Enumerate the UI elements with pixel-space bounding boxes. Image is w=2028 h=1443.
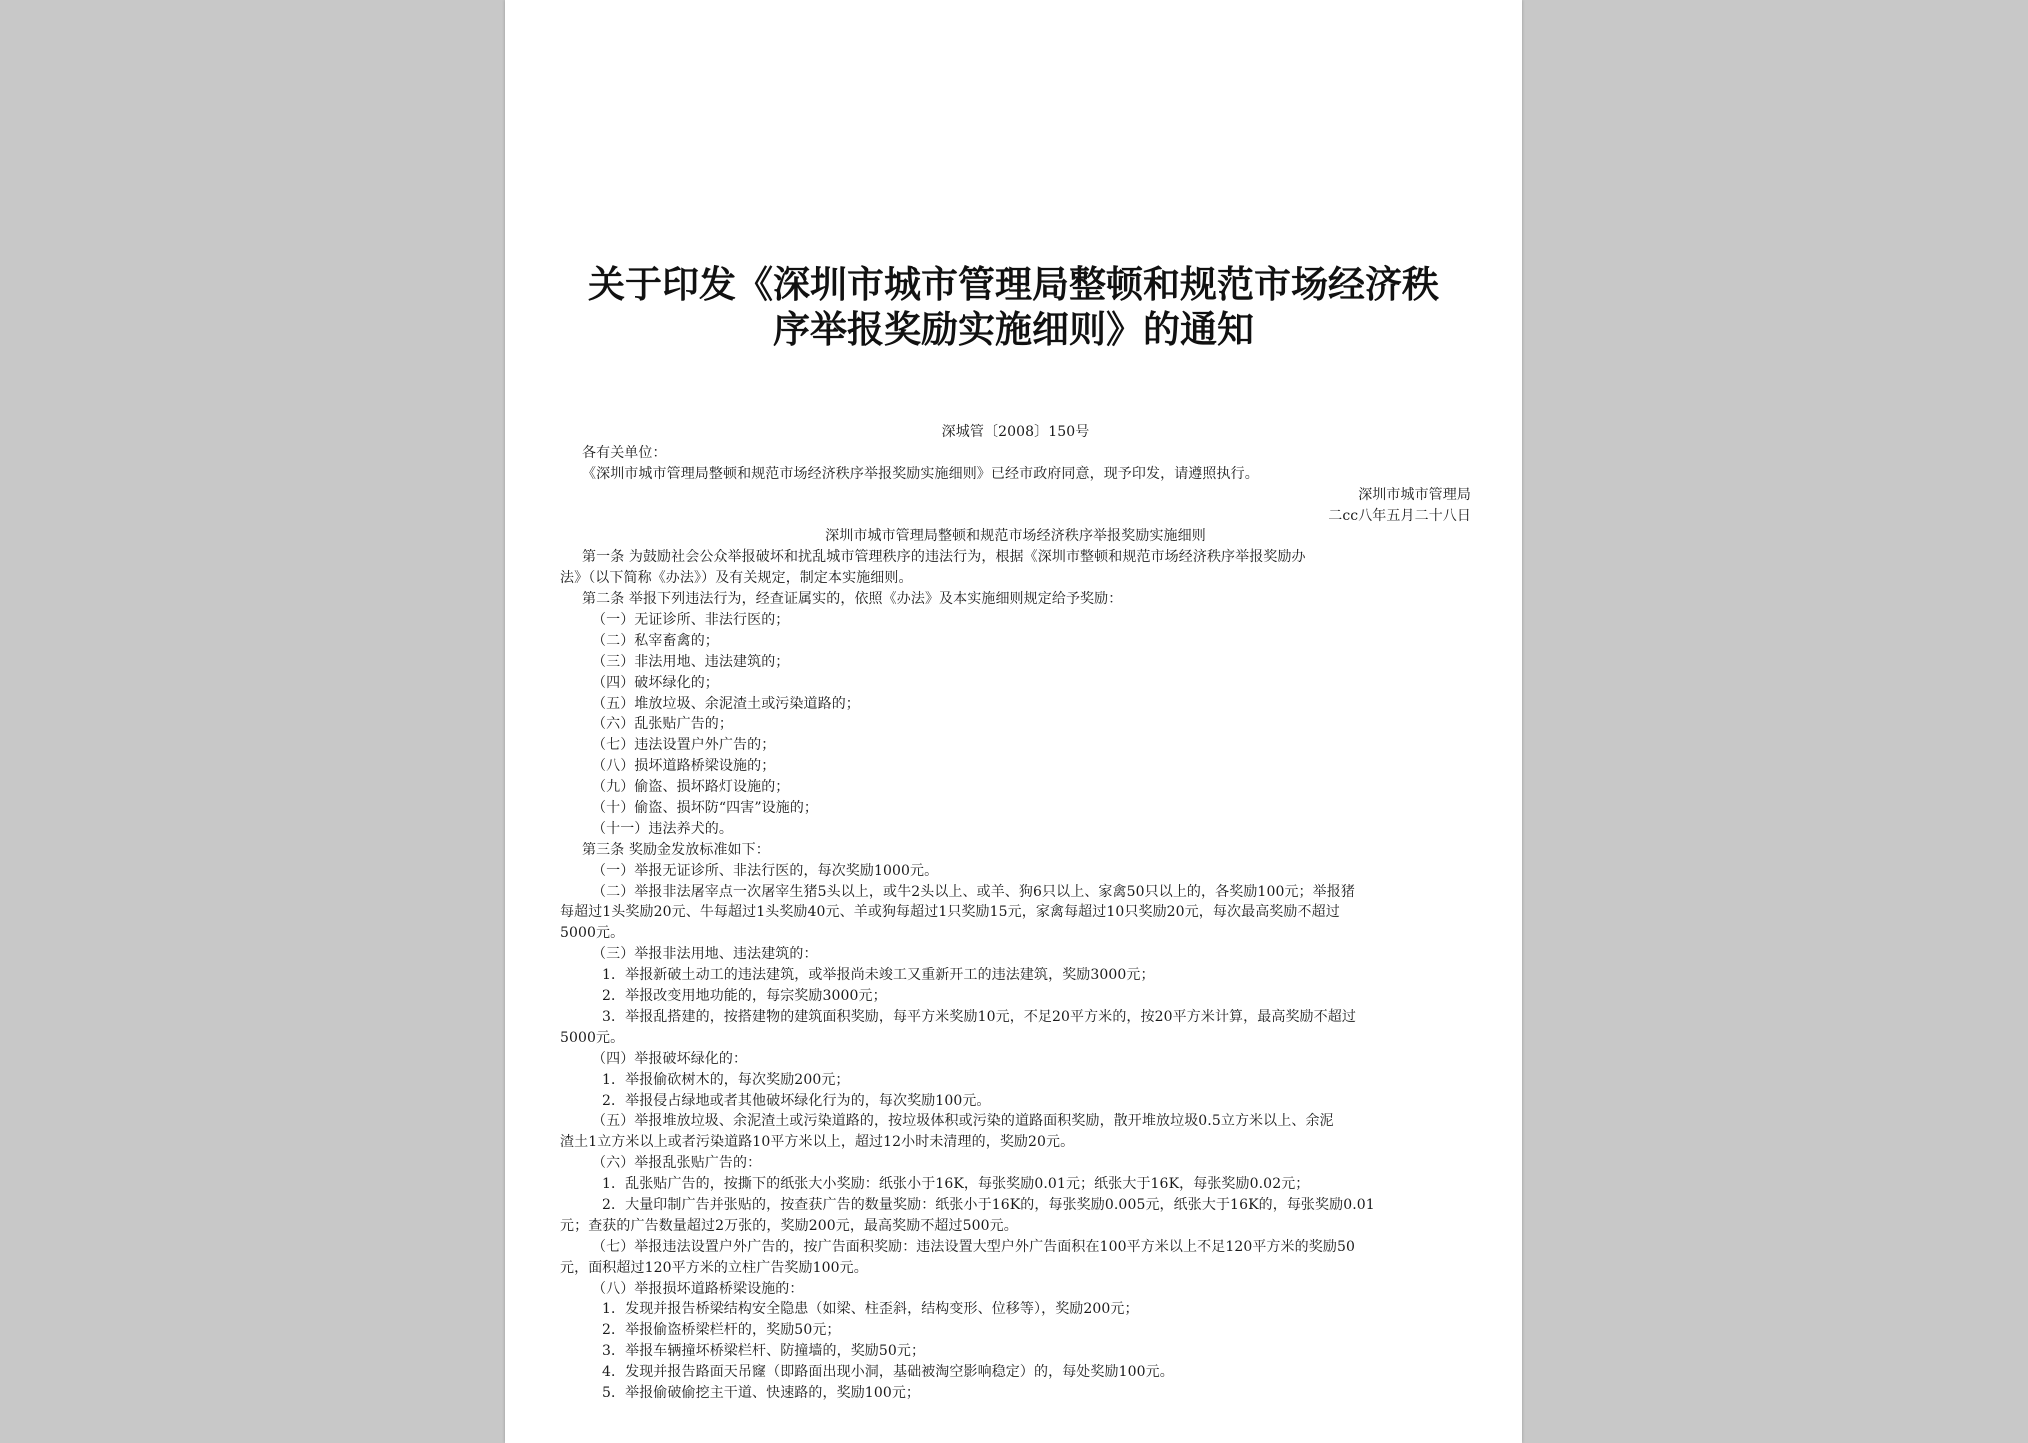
text-line: 第二条 举报下列违法行为，经查证属实的，依照《办法》及本实施细则规定给予奖励：: [582, 591, 1123, 608]
text-line: 渣土1立方米以上或者污染道路10平方米以上，超过12小时未清理的，奖励20元。: [560, 1134, 1075, 1151]
text-line: （六）乱张贴广告的；: [592, 716, 733, 733]
text-line: （四）举报破坏绿化的：: [592, 1050, 748, 1067]
text-line: 4．发现并报告路面天吊窿（即路面出现小洞，基础被淘空影响稳定）的，每处奖励100元。: [602, 1364, 1174, 1381]
text-line: 3．举报车辆撞坏桥梁栏杆、防撞墙的，奖励50元；: [602, 1343, 926, 1360]
addressee: 各有关单位：: [582, 444, 667, 461]
text-line: 2．举报侵占绿地或者其他破坏绿化行为的，每次奖励100元。: [602, 1092, 991, 1109]
text-line: 元，面积超过120平方米的立柱广告奖励100元。: [560, 1259, 868, 1276]
text-line: （六）举报乱张贴广告的：: [592, 1155, 762, 1172]
text-line: 每超过1头奖励20元、牛每超过1头奖励40元、羊或狗每超过1只奖励15元，家禽每超过10只奖励20元，每次最高奖励不超过: [560, 904, 1340, 921]
text-line: 法》（以下简称《办法》）及有关规定，制定本实施细则。: [560, 570, 913, 587]
text-line: 2．大量印制广告并张贴的，按查获广告的数量奖励：纸张小于16K的，每张奖励0.005元，纸张大于16K的，每张奖励0.01: [602, 1196, 1375, 1213]
text-line: （三）非法用地、违法建筑的；: [592, 653, 790, 670]
text-line: 第三条 奖励金发放标准如下：: [582, 841, 770, 858]
document-title: [505, 262, 1522, 352]
text-line: 1．举报新破土动工的违法建筑，或举报尚未竣工又重新开工的违法建筑，奖励3000元；: [602, 967, 1155, 984]
text-line: 5000元。: [560, 1029, 625, 1046]
text-line: 5．举报偷破偷挖主干道、快速路的，奖励100元；: [602, 1384, 921, 1401]
title-line-1: 关于印发《深圳市城市管理局整顿和规范市场经济秩: [588, 263, 1439, 306]
intro-paragraph: 《深圳市城市管理局整顿和规范市场经济秩序举报奖励实施细则》已经市政府同意，现予印发，请遵照执行。: [582, 465, 1259, 482]
text-line: （七）违法设置户外广告的；: [592, 737, 776, 754]
text-line: （一）举报无证诊所、非法行医的，每次奖励1000元。: [592, 862, 939, 879]
text-line: （八）举报损坏道路桥梁设施的：: [592, 1280, 804, 1297]
text-line: 5000元。: [560, 925, 625, 942]
text-line: （五）堆放垃圾、余泥渣土或污染道路的；: [592, 695, 860, 712]
text-line: （十一）违法养犬的。: [592, 820, 733, 837]
issuer: 深圳市城市管理局: [1358, 486, 1471, 503]
issue-date: 二cc八年五月二十八日: [1328, 507, 1471, 524]
text-line: 2．举报偷盗桥梁栏杆的，奖励50元；: [602, 1322, 841, 1339]
text-line: （五）举报堆放垃圾、余泥渣土或污染道路的，按垃圾体积或污染的道路面积奖励，散开堆放垃圾0.5立方米以上、余泥: [592, 1113, 1334, 1130]
document-body: [560, 422, 1471, 1404]
text-line: （三）举报非法用地、违法建筑的：: [592, 946, 818, 963]
text-line: 1．举报偷砍树木的，每次奖励200元；: [602, 1071, 850, 1088]
text-line: 3．举报乱搭建的，按搭建物的建筑面积奖励，每平方米奖励10元，不足20平方米的，按20平方米计算，最高奖励不超过: [602, 1008, 1356, 1025]
text-line: （二）举报非法屠宰点一次屠宰生猪5头以上，或牛2头以上、或羊、狗6只以上、家禽50只以上的，各奖励100元；举报猪: [592, 883, 1355, 900]
text-line: 元；查获的广告数量超过2万张的，奖励200元，最高奖励不超过500元。: [560, 1217, 1018, 1234]
doc-number: 深城管〔2008〕150号: [941, 424, 1090, 440]
text-line: 1．乱张贴广告的，按撕下的纸张大小奖励：纸张小于16K，每张奖励0.01元；纸张大于16K，每张奖励0.02元；: [602, 1176, 1310, 1193]
document-page: [505, 0, 1522, 1443]
text-line: 第一条 为鼓励社会公众举报破坏和扰乱城市管理秩序的违法行为，根据《深圳市整顿和规范市场经济秩序举报奖励办: [582, 549, 1306, 566]
text-line: （八）损坏道路桥梁设施的；: [592, 758, 776, 775]
text-line: （二）私宰畜禽的；: [592, 632, 719, 649]
text-line: 1．发现并报告桥梁结构安全隐患（如梁、柱歪斜，结构变形、位移等），奖励200元；: [602, 1301, 1139, 1318]
text-line: （一）无证诊所、非法行医的；: [592, 612, 790, 629]
text-line: 2．举报改变用地功能的，每宗奖励3000元；: [602, 988, 887, 1005]
text-line: （十）偷盗、损坏防“四害”设施的；: [592, 800, 819, 817]
rules-subtitle: 深圳市城市管理局整顿和规范市场经济秩序举报奖励实施细则: [825, 528, 1206, 545]
text-line: （九）偷盗、损坏路灯设施的；: [592, 779, 790, 796]
title-line-2: 序举报奖励实施细则》的通知: [773, 308, 1254, 351]
text-line: （七）举报违法设置户外广告的，按广告面积奖励：违法设置大型户外广告面积在100平方米以上不足120平方米的奖励50: [592, 1238, 1355, 1255]
text-line: （四）破坏绿化的；: [592, 674, 719, 691]
